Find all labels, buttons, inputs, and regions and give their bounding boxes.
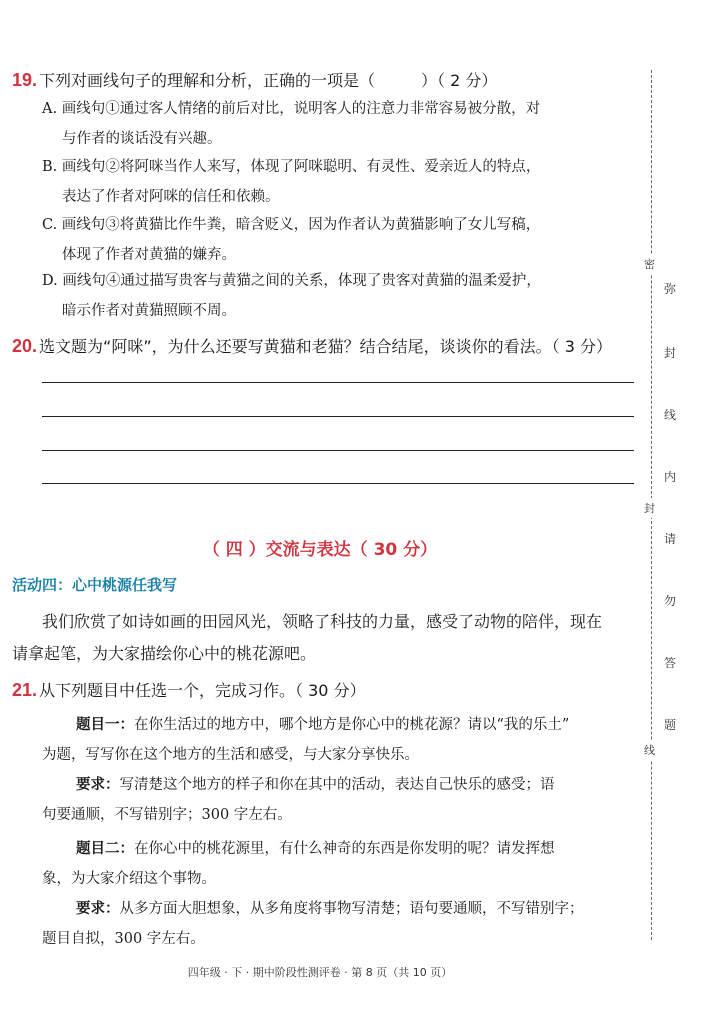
answer-line-3[interactable] xyxy=(42,450,634,451)
q21-number: 21. xyxy=(12,680,38,700)
topic-1: 题目一：在你生活过的地方中，哪个地方是你心中的桃花源？请以“我的乐土” 为题，写写你在这个地方的生活和感受，与大家分享快乐。 要求：写清楚这个地方的样子和你在其中的活动，表达自己快乐的感受；语 句要通顺，不写错别字；300 字左右。 xyxy=(42,716,570,823)
section-title: （ 四 ）交流与表达（ 30 分） xyxy=(202,540,438,560)
q20-number: 20. xyxy=(12,336,38,356)
q19-stem: 19. 下列对画线句子的理解和分析，正确的一项是（ ）（ 2 分） xyxy=(12,70,498,90)
activity-title: 活动四：心中桃源任我写 xyxy=(12,576,178,594)
q19-number: 19. xyxy=(12,70,38,90)
q19-option-c[interactable]: C. 画线句③将黄猫比作牛粪，暗含贬义，因为作者认为黄猫影响了女儿写稿， 体现了作者对黄猫的嫌弃。 xyxy=(42,217,541,263)
margin-char-4: 内 xyxy=(664,470,677,484)
q20-stem: 20. 选文题为“阿咪”，为什么还要写黄猫和老猫？结合结尾，谈谈你的看法。（ 3 分） xyxy=(12,336,612,356)
margin-char-7: 答 xyxy=(664,656,677,670)
answer-line-1[interactable] xyxy=(42,382,634,383)
answer-line-2[interactable] xyxy=(42,416,634,417)
seal-mark-mi: 密 xyxy=(644,254,655,274)
seal-mark-xian: 线 xyxy=(644,740,655,760)
page-footer: 四年级 · 下 · 期中阶段性测评卷 · 第 8 页（共 10 页） xyxy=(187,966,453,979)
margin-char-2: 封 xyxy=(664,346,677,360)
answer-line-4[interactable] xyxy=(42,483,634,484)
q19-option-b[interactable]: B. 画线句②将阿咪当作人来写，体现了阿咪聪明、有灵性、爱亲近人的特点， 表达了作者对阿咪的信任和依赖。 xyxy=(42,159,541,205)
q21-stem: 21. 从下列题目中任选一个，完成习作。（ 30 分） xyxy=(12,680,366,700)
margin-char-3: 线 xyxy=(664,408,677,422)
margin-char-1: 弥 xyxy=(664,282,677,296)
margin-char-6: 勿 xyxy=(664,594,677,608)
margin-char-8: 题 xyxy=(664,718,677,732)
seal-mark-feng: 封 xyxy=(644,498,655,518)
q19-option-a[interactable]: A. 画线句①通过客人情绪的前后对比，说明客人的注意力非常容易被分散，对 与作者的谈话没有兴趣。 xyxy=(42,101,541,147)
section-intro: 我们欣赏了如诗如画的田园风光，领略了科技的力量，感受了动物的陪伴，现在 请拿起笔，为大家描绘你心中的桃花源吧。 xyxy=(12,612,603,663)
margin-char-5: 请 xyxy=(664,532,677,546)
topic-2: 题目二：在你心中的桃花源里，有什么神奇的东西是你发明的呢？请发挥想 象，为大家介绍这个事物。 要求：从多方面大胆想象，从多角度将事物写清楚；语句要通顺，不写错别字； 题目自拟，300 字左右。 xyxy=(42,840,584,947)
q19-option-d[interactable]: D. 画线句④通过描写贵客与黄猫之间的关系，体现了贵客对黄猫的温柔爱护， 暗示作者对黄猫照顾不周。 xyxy=(42,273,541,319)
